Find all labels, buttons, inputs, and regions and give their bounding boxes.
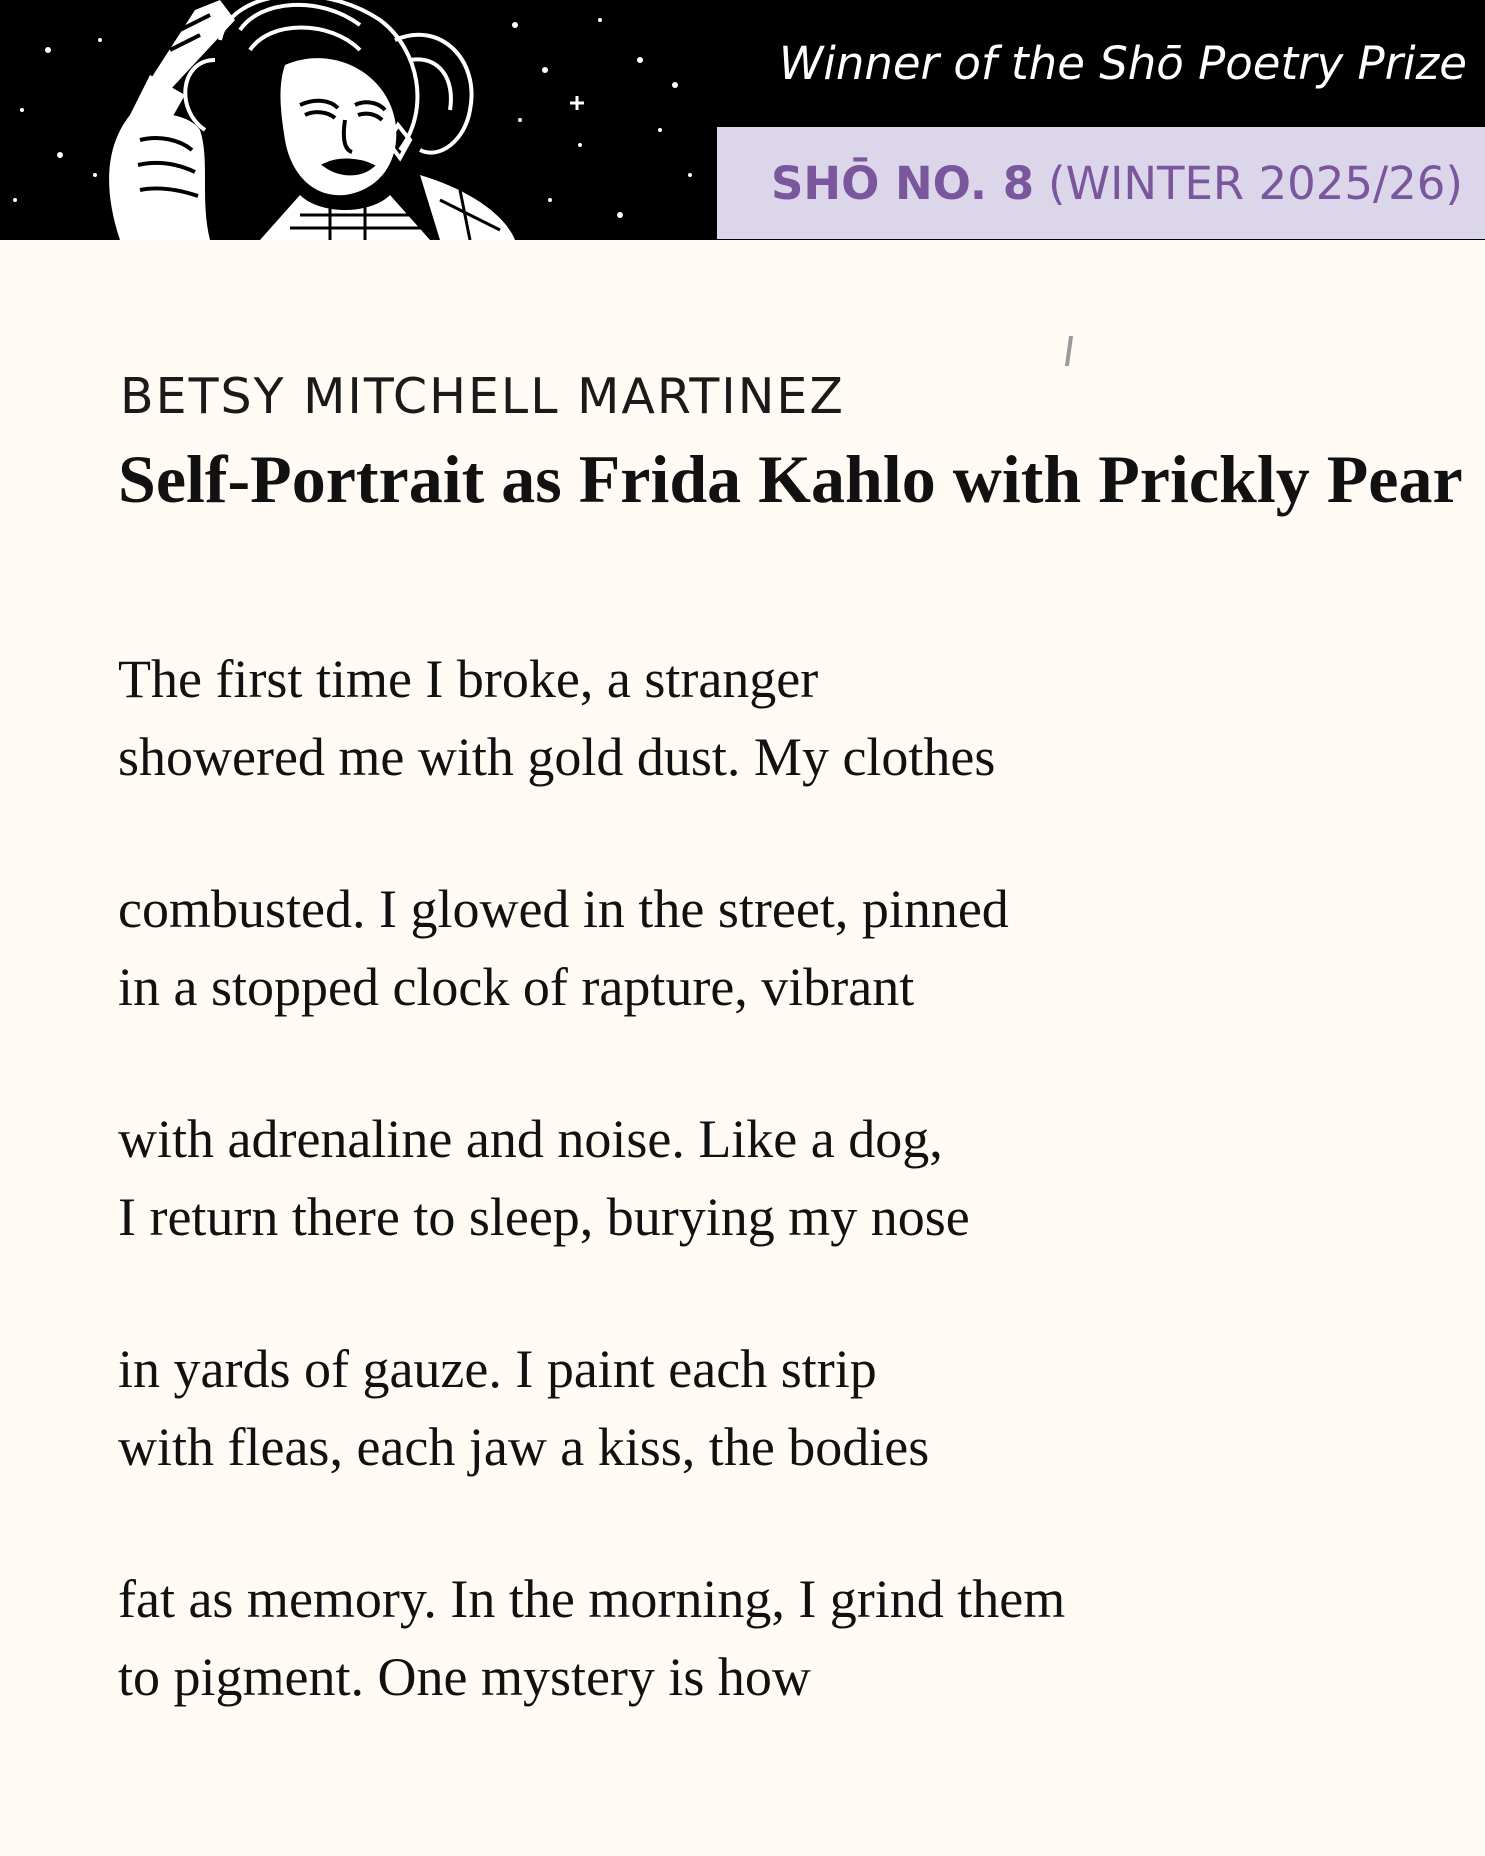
prize-banner: Winner of the Shō Poetry Prize [778, 36, 1467, 90]
poem-line: fat as memory. In the morning, I grind them [118, 1569, 1066, 1629]
stanza-1 [118, 640, 995, 796]
stanza-3 [118, 1100, 970, 1256]
woman-with-revolver-linocut-icon [0, 0, 715, 240]
poem-title: Self-Portrait as Frida Kahlo with Prickly Pear [118, 441, 1463, 517]
text-cursor-mark [1065, 336, 1073, 366]
stanza-2 [118, 870, 1009, 1026]
issue-number: SHŌ NO. 8 [771, 156, 1035, 210]
poem-line: to pigment. One mystery is how [118, 1647, 811, 1707]
stanza-5 [118, 1560, 1065, 1716]
poem-line: combusted. I glowed in the street, pinned [118, 879, 1009, 939]
poem-line: The first time I broke, a stranger [118, 649, 819, 709]
poem-line: showered me with gold dust. My clothes [118, 727, 996, 787]
poem-line: with fleas, each jaw a kiss, the bodies [118, 1417, 930, 1477]
author-name: BETSY MITCHELL MARTINEZ [120, 368, 845, 425]
poem-line: with adrenaline and noise. Like a dog, [118, 1109, 943, 1169]
poem-line: in a stopped clock of rapture, vibrant [118, 957, 915, 1017]
stanza-4 [118, 1330, 929, 1486]
poem-line: I return there to sleep, burying my nose [118, 1187, 970, 1247]
issue-label [717, 127, 1485, 239]
header-banner [0, 0, 1485, 240]
issue-season: (WINTER 2025/26) [1048, 156, 1463, 210]
poem-line: in yards of gauze. I paint each strip [118, 1339, 877, 1399]
